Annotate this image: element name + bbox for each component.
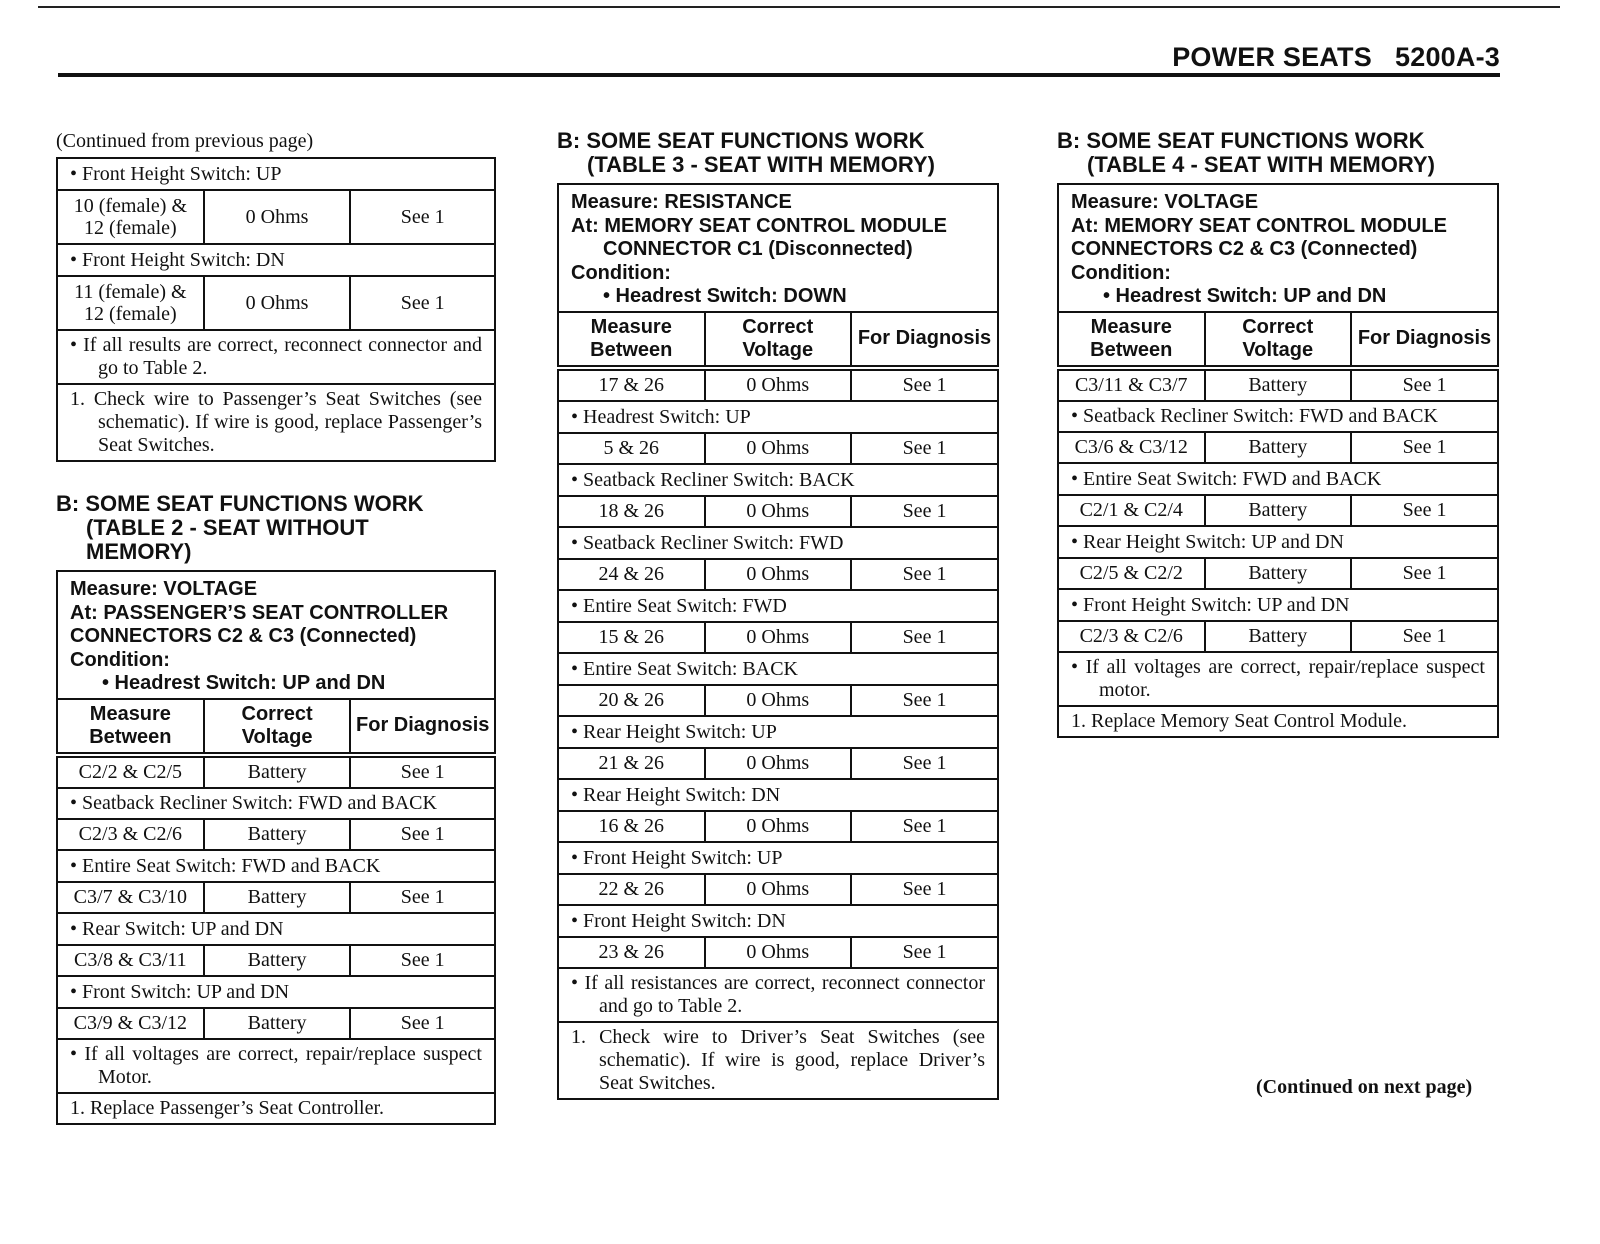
correct-value-cell: 0 Ohms xyxy=(705,622,852,653)
column-1 xyxy=(56,130,496,1125)
diagnosis-cell: See 1 xyxy=(1351,432,1498,463)
diagnosis-cell: See 1 xyxy=(350,190,495,244)
bullet-note: • If all results are correct, reconnect connector and go to Table 2. xyxy=(57,330,495,384)
table-row-cond xyxy=(1058,463,1498,495)
column-3 xyxy=(1057,129,1499,738)
table2-measure-block xyxy=(57,571,495,699)
table3-title-line2: (TABLE 3 - SEAT WITH MEMORY) xyxy=(587,152,935,177)
table2-body xyxy=(57,755,495,1124)
table3-title-line1: B: SOME SEAT FUNCTIONS WORK xyxy=(557,128,925,153)
measure-between-cell: C3/8 & C3/11 xyxy=(57,945,204,976)
numbered-note: 1. Check wire to Driver’s Seat Switches (see schematic). If wire is good, replace Driver’s Seat Switches. xyxy=(558,1022,998,1099)
correct-value-cell: 0 Ohms xyxy=(705,433,852,464)
diagnosis-cell: See 1 xyxy=(851,874,998,905)
table-row-note xyxy=(57,384,495,461)
table4-at2: CONNECTORS C2 & C3 (Connected) xyxy=(1071,238,1418,260)
table-row xyxy=(57,190,495,244)
numbered-note: 1. Check wire to Passenger’s Seat Switches (see schematic). If wire is good, replace Passenger’s Seat Switches. xyxy=(57,384,495,461)
table4-col-measure-text: Measure Between xyxy=(1090,315,1173,361)
condition-row: • Front Height Switch: DN xyxy=(57,244,495,276)
measure-between-cell: C2/3 & C2/6 xyxy=(1058,621,1205,652)
correct-value-cell: Battery xyxy=(1205,368,1352,401)
table-row xyxy=(558,748,998,779)
continued-note: (Continued from previous page) xyxy=(56,130,314,152)
table3-col-voltage xyxy=(705,312,852,368)
table2-col-voltage-text: Correct Voltage xyxy=(241,702,313,748)
measure-between-cell: C2/5 & C2/2 xyxy=(1058,558,1205,589)
table2-measure: Measure: VOLTAGE xyxy=(70,578,258,600)
table4 xyxy=(1057,183,1499,738)
table-row-bullet xyxy=(1058,652,1498,706)
diagnosis-cell: See 1 xyxy=(851,937,998,968)
diagnosis-cell: See 1 xyxy=(851,811,998,842)
table2-title-line3: MEMORY) xyxy=(86,539,192,564)
condition-row: • Entire Seat Switch: FWD and BACK xyxy=(1058,463,1498,495)
correct-value-cell: Battery xyxy=(1205,621,1352,652)
table3-title xyxy=(557,129,999,177)
measure-between-cell: C2/3 & C2/6 xyxy=(57,819,204,850)
measure-between-cell: 15 & 26 xyxy=(558,622,705,653)
table-row xyxy=(57,755,495,788)
table3-measure-block xyxy=(558,184,998,312)
table-row xyxy=(558,622,998,653)
table2-title-line2: (TABLE 2 - SEAT WITHOUT xyxy=(86,515,369,540)
header-title xyxy=(1172,42,1500,73)
diagnosis-cell: See 1 xyxy=(851,748,998,779)
table3-col-diagnosis: For Diagnosis xyxy=(851,312,998,368)
table-row xyxy=(558,685,998,716)
correct-value-cell: 0 Ohms xyxy=(705,748,852,779)
condition-row: • Front Switch: UP and DN xyxy=(57,976,495,1008)
table4-col-voltage-text: Correct Voltage xyxy=(1242,315,1314,361)
table2-col-measure xyxy=(57,699,204,755)
top-table-body xyxy=(57,158,495,461)
diagnosis-cell: See 1 xyxy=(350,819,495,850)
measure-between-cell: C3/7 & C3/10 xyxy=(57,882,204,913)
diagnosis-cell: See 1 xyxy=(851,433,998,464)
table3-body xyxy=(558,368,998,1099)
top-rule xyxy=(38,6,1560,8)
table4-title-line2: (TABLE 4 - SEAT WITH MEMORY) xyxy=(1087,152,1435,177)
correct-value-cell: 0 Ohms xyxy=(204,190,351,244)
header-rule xyxy=(58,73,1500,77)
table-row-cond xyxy=(1058,526,1498,558)
diagnosis-cell: See 1 xyxy=(350,945,495,976)
measure-between-cell: 17 & 26 xyxy=(558,368,705,401)
table-row-cond xyxy=(558,653,998,685)
table2-at2: CONNECTORS C2 & C3 (Connected) xyxy=(70,625,417,647)
numbered-note: 1. Replace Memory Seat Control Module. xyxy=(1058,706,1498,737)
diagnosis-cell: See 1 xyxy=(1351,558,1498,589)
correct-value-cell: 0 Ohms xyxy=(705,874,852,905)
correct-value-cell: Battery xyxy=(1205,432,1352,463)
table-row xyxy=(57,882,495,913)
table-row-cond xyxy=(558,590,998,622)
measure-between-cell: 20 & 26 xyxy=(558,685,705,716)
diagnosis-cell: See 1 xyxy=(851,622,998,653)
condition-row: • Rear Switch: UP and DN xyxy=(57,913,495,945)
header-section: POWER SEATS xyxy=(1172,42,1372,72)
table-row xyxy=(1058,558,1498,589)
table-row-cond xyxy=(558,779,998,811)
correct-value-cell: 0 Ohms xyxy=(705,685,852,716)
condition-row: • Front Height Switch: DN xyxy=(558,905,998,937)
condition-row: • Seatback Recliner Switch: FWD xyxy=(558,527,998,559)
measure-between-cell: 22 & 26 xyxy=(558,874,705,905)
table4-measure-block xyxy=(1058,184,1498,312)
table4-measure: Measure: VOLTAGE xyxy=(1071,191,1259,213)
table2 xyxy=(56,570,496,1125)
numbered-note: 1. Replace Passenger’s Seat Controller. xyxy=(57,1093,495,1124)
table-row-cond xyxy=(558,464,998,496)
table-row-cond xyxy=(558,401,998,433)
table3-col-measure-text: Measure Between xyxy=(590,315,673,361)
correct-value-cell: 0 Ohms xyxy=(705,496,852,527)
table2-col-diagnosis: For Diagnosis xyxy=(350,699,495,755)
bullet-note: • If all voltages are correct, repair/replace suspect Motor. xyxy=(57,1039,495,1093)
table2-col-voltage xyxy=(204,699,351,755)
table3-condition: Condition: xyxy=(571,261,671,284)
table-row xyxy=(57,945,495,976)
table-row xyxy=(558,937,998,968)
measure-between-cell: C2/1 & C2/4 xyxy=(1058,495,1205,526)
table2-at: At: PASSENGER’S SEAT CONTROLLER xyxy=(70,601,449,624)
table3-measure: Measure: RESISTANCE xyxy=(571,191,792,213)
measure-between-cell: C3/6 & C3/12 xyxy=(1058,432,1205,463)
table-row xyxy=(1058,621,1498,652)
table-row-bullet xyxy=(57,330,495,384)
diagnosis-cell: See 1 xyxy=(851,496,998,527)
correct-value-cell: Battery xyxy=(204,755,351,788)
table3-col-voltage-text: Correct Voltage xyxy=(742,315,814,361)
table4-title xyxy=(1057,129,1499,177)
table-row-cond xyxy=(57,158,495,190)
correct-value-cell: Battery xyxy=(204,882,351,913)
measure-between-cell: C3/11 & C3/7 xyxy=(1058,368,1205,401)
table-row-note xyxy=(1058,706,1498,737)
table-row xyxy=(1058,495,1498,526)
diagnosis-cell: See 1 xyxy=(851,559,998,590)
condition-row: • Seatback Recliner Switch: BACK xyxy=(558,464,998,496)
table-row-note xyxy=(558,1022,998,1099)
table-row-cond xyxy=(57,850,495,882)
table-row-cond xyxy=(558,842,998,874)
table-row-bullet xyxy=(57,788,495,819)
table4-col-voltage xyxy=(1205,312,1352,368)
table-row xyxy=(57,1008,495,1039)
table2-condition: Condition: xyxy=(70,648,170,671)
bullet-note: • If all resistances are correct, reconnect connector and go to Table 2. xyxy=(558,968,998,1022)
table-row-note xyxy=(57,1093,495,1124)
condition-row: • Entire Seat Switch: BACK xyxy=(558,653,998,685)
header-page-number: 5200A-3 xyxy=(1395,42,1500,72)
table2-title xyxy=(56,492,496,564)
page-header xyxy=(58,42,1500,76)
measure-between-cell: 21 & 26 xyxy=(558,748,705,779)
correct-value-cell: Battery xyxy=(204,945,351,976)
diagnosis-cell: See 1 xyxy=(350,882,495,913)
table4-condition: Condition: xyxy=(1071,261,1171,284)
table4-body xyxy=(1058,368,1498,737)
diagnosis-cell: See 1 xyxy=(1351,368,1498,401)
table-row-cond xyxy=(1058,589,1498,621)
table4-col-measure xyxy=(1058,312,1205,368)
top-table xyxy=(56,157,496,462)
table4-cond-item: • Headrest Switch: UP and DN xyxy=(1103,285,1387,307)
diagnosis-cell: See 1 xyxy=(350,276,495,330)
bullet-note: • If all voltages are correct, repair/replace suspect motor. xyxy=(1058,652,1498,706)
table-row xyxy=(558,874,998,905)
condition-row: • Rear Height Switch: UP xyxy=(558,716,998,748)
table3-col-measure xyxy=(558,312,705,368)
correct-value-cell: 0 Ohms xyxy=(705,559,852,590)
correct-value-cell: Battery xyxy=(204,1008,351,1039)
diagnosis-cell: See 1 xyxy=(350,1008,495,1039)
correct-value-cell: 0 Ohms xyxy=(705,368,852,401)
measure-between-cell: 24 & 26 xyxy=(558,559,705,590)
table-row xyxy=(57,276,495,330)
table4-col-diagnosis: For Diagnosis xyxy=(1351,312,1498,368)
measure-between-cell: 10 (female) & 12 (female) xyxy=(57,190,204,244)
table-row-bullet xyxy=(57,1039,495,1093)
table-row xyxy=(558,559,998,590)
diagnosis-cell: See 1 xyxy=(851,685,998,716)
column-2 xyxy=(557,129,999,1100)
table-row xyxy=(558,811,998,842)
measure-between-cell: 23 & 26 xyxy=(558,937,705,968)
table4-at: At: MEMORY SEAT CONTROL MODULE xyxy=(1071,214,1447,237)
measure-between-cell: 5 & 26 xyxy=(558,433,705,464)
measure-between-cell: 18 & 26 xyxy=(558,496,705,527)
continued-next-note: (Continued on next page) xyxy=(1256,1076,1473,1098)
table-row xyxy=(558,368,998,401)
table3-at2: CONNECTOR C1 (Disconnected) xyxy=(603,238,913,260)
table2-cond-item: • Headrest Switch: UP and DN xyxy=(102,672,386,694)
condition-row: • Front Height Switch: UP xyxy=(57,158,495,190)
correct-value-cell: Battery xyxy=(204,819,351,850)
correct-value-cell: 0 Ohms xyxy=(204,276,351,330)
table-row-cond xyxy=(57,913,495,945)
table-row xyxy=(1058,368,1498,401)
correct-value-cell: 0 Ohms xyxy=(705,811,852,842)
table3-cond-item: • Headrest Switch: DOWN xyxy=(603,285,847,307)
table-row-bullet xyxy=(1058,401,1498,432)
correct-value-cell: Battery xyxy=(1205,558,1352,589)
table2-title-line1: B: SOME SEAT FUNCTIONS WORK xyxy=(56,491,424,516)
bullet-note: • Seatback Recliner Switch: FWD and BACK xyxy=(1058,401,1498,432)
table-row-cond xyxy=(57,244,495,276)
table-row xyxy=(558,433,998,464)
correct-value-cell: 0 Ohms xyxy=(705,937,852,968)
table4-title-line1: B: SOME SEAT FUNCTIONS WORK xyxy=(1057,128,1425,153)
condition-row: • Front Height Switch: UP and DN xyxy=(1058,589,1498,621)
diagnosis-cell: See 1 xyxy=(350,755,495,788)
table-row-cond xyxy=(558,527,998,559)
diagnosis-cell: See 1 xyxy=(1351,495,1498,526)
table-row xyxy=(1058,432,1498,463)
correct-value-cell: Battery xyxy=(1205,495,1352,526)
measure-between-cell: 11 (female) & 12 (female) xyxy=(57,276,204,330)
diagnosis-cell: See 1 xyxy=(1351,621,1498,652)
table3-at: At: MEMORY SEAT CONTROL MODULE xyxy=(571,214,947,237)
measure-between-cell: 16 & 26 xyxy=(558,811,705,842)
bullet-note: • Seatback Recliner Switch: FWD and BACK xyxy=(57,788,495,819)
measure-between-cell: C2/2 & C2/5 xyxy=(57,755,204,788)
table-row xyxy=(57,819,495,850)
table-row-cond xyxy=(558,716,998,748)
table-row-cond xyxy=(558,905,998,937)
condition-row: • Entire Seat Switch: FWD xyxy=(558,590,998,622)
table3 xyxy=(557,183,999,1100)
table-row xyxy=(558,496,998,527)
table-row-cond xyxy=(57,976,495,1008)
table2-col-measure-text: Measure Between xyxy=(89,702,172,748)
diagnosis-cell: See 1 xyxy=(851,368,998,401)
measure-between-cell: C3/9 & C3/12 xyxy=(57,1008,204,1039)
condition-row: • Rear Height Switch: UP and DN xyxy=(1058,526,1498,558)
condition-row: • Headrest Switch: UP xyxy=(558,401,998,433)
condition-row: • Rear Height Switch: DN xyxy=(558,779,998,811)
table-row-bullet xyxy=(558,968,998,1022)
condition-row: • Front Height Switch: UP xyxy=(558,842,998,874)
condition-row: • Entire Seat Switch: FWD and BACK xyxy=(57,850,495,882)
